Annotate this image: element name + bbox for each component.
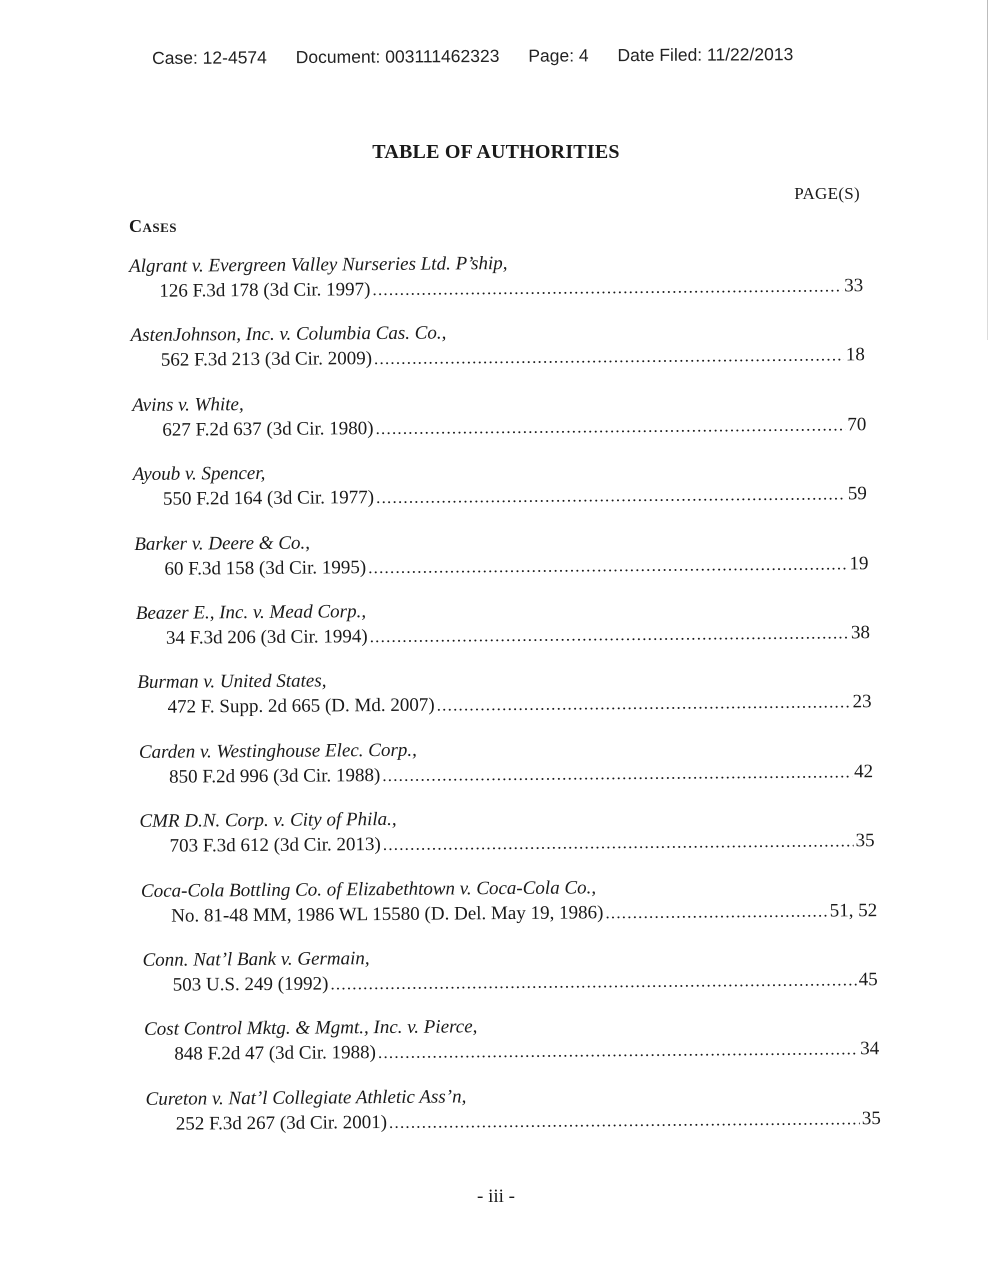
dot-leader [383,828,854,858]
citation: 550 F.2d 164 (3d Cir. 1977) [162,487,375,510]
section-heading-cases: Cases [129,216,178,236]
page-reference: 35 [861,1107,881,1129]
page-reference: 34 [860,1038,880,1060]
page-reference: 18 [845,344,865,366]
dot-leader [330,967,856,997]
case-name: Cost Control Mktg. & Mgmt., Inc. v. Pierce, [143,1016,478,1041]
authority-entry [2,526,992,603]
citation: 848 F.2d 47 (3d Cir. 1988) [174,1042,377,1065]
case-name: Coca-Cola Bottling Co. of Elizabethtown v. Coca-Cola Co., [140,876,597,902]
citation: 703 F.3d 612 (3d Cir. 2013) [169,834,381,857]
authority-entry [2,456,992,533]
document-number: Document: 003111462323 [295,45,500,68]
case-name: Burman v. United States, [137,670,327,694]
dot-leader [368,551,848,581]
citation: 503 U.S. 249 (1992) [172,973,329,996]
authority-entry [1,318,992,395]
citation: 627 F.2d 637 (3d Cir. 1980) [162,417,374,441]
case-name: CMR D.N. Corp. v. City of Phila., [139,809,397,833]
case-name: Ayoub v. Spencer, [132,463,266,486]
page-reference: 23 [852,691,872,713]
page-reference: 19 [849,552,869,574]
case-name: Avins v. White, [132,393,244,416]
authority-entry [4,734,992,811]
dot-leader [375,412,845,442]
page-reference: 45 [858,969,878,991]
authority-entry [1,387,992,464]
citation: 562 F.3d 213 (3d Cir. 2009) [160,348,373,372]
case-name: Beazer E., Inc. v. Mead Corp., [135,601,367,624]
case-number: Case: 12-4574 [152,47,267,68]
citation: 60 F.3d 158 (3d Cir. 1995) [164,556,367,580]
case-name: Algrant v. Evergreen Valley Nurseries Ltd. P’ship, [129,253,508,277]
case-name: Cureton v. Nat’l Collegiate Athletic Ass’n, [145,1086,467,1110]
dot-leader [389,1106,860,1136]
filing-header [152,44,852,69]
dot-leader [605,898,827,926]
dot-leader [372,273,842,303]
citation: 472 F. Supp. 2d 665 (D. Md. 2007) [167,694,435,719]
case-name: AstenJohnson, Inc. v. Columbia Cas. Co., [130,322,447,347]
dot-leader [374,343,844,373]
citation: 126 F.3d 178 (3d Cir. 1997) [159,279,371,302]
citation: 850 F.2d 996 (3d Cir. 1988) [169,764,381,788]
authority-entry [6,1011,992,1088]
page-reference: 51, 52 [829,899,878,922]
page-reference: 59 [847,483,867,505]
page-number-header: Page: 4 [528,45,589,66]
page-number-footer: - iii - [477,1186,515,1207]
case-name: Conn. Nat’l Bank v. Germain, [142,948,370,971]
page-reference: 35 [855,830,875,852]
dot-leader [370,620,850,650]
authority-entry [4,803,992,880]
citation: 252 F.3d 267 (3d Cir. 2001) [175,1111,388,1135]
citation: 34 F.3d 206 (3d Cir. 1994) [165,626,368,649]
page-reference: 42 [853,760,874,783]
page-title: TABLE OF AUTHORITIES [372,141,620,163]
authority-entry [3,595,992,672]
dot-leader [376,482,846,512]
date-filed: Date Filed: 11/22/2013 [617,44,794,66]
authority-entry [3,665,992,742]
case-name: Carden v. Westinghouse Elec. Corp., [138,739,417,763]
pages-column-heading: PAGE(S) [794,184,860,203]
dot-leader [378,1037,859,1067]
case-name: Barker v. Deere & Co., [134,532,311,555]
page-reference: 38 [850,622,871,644]
dot-leader [382,759,852,789]
citation: No. 81-48 MM, 1986 WL 15580 (D. Del. May 19, 1986) [171,901,604,927]
page-reference: 33 [844,275,864,297]
authority-entry [0,248,992,325]
authority-entry [5,873,992,950]
page-reference: 70 [847,413,867,436]
authority-entry [7,1081,992,1158]
dot-leader [437,690,851,719]
authority-entry [5,942,992,1019]
authorities-list [0,248,992,1158]
